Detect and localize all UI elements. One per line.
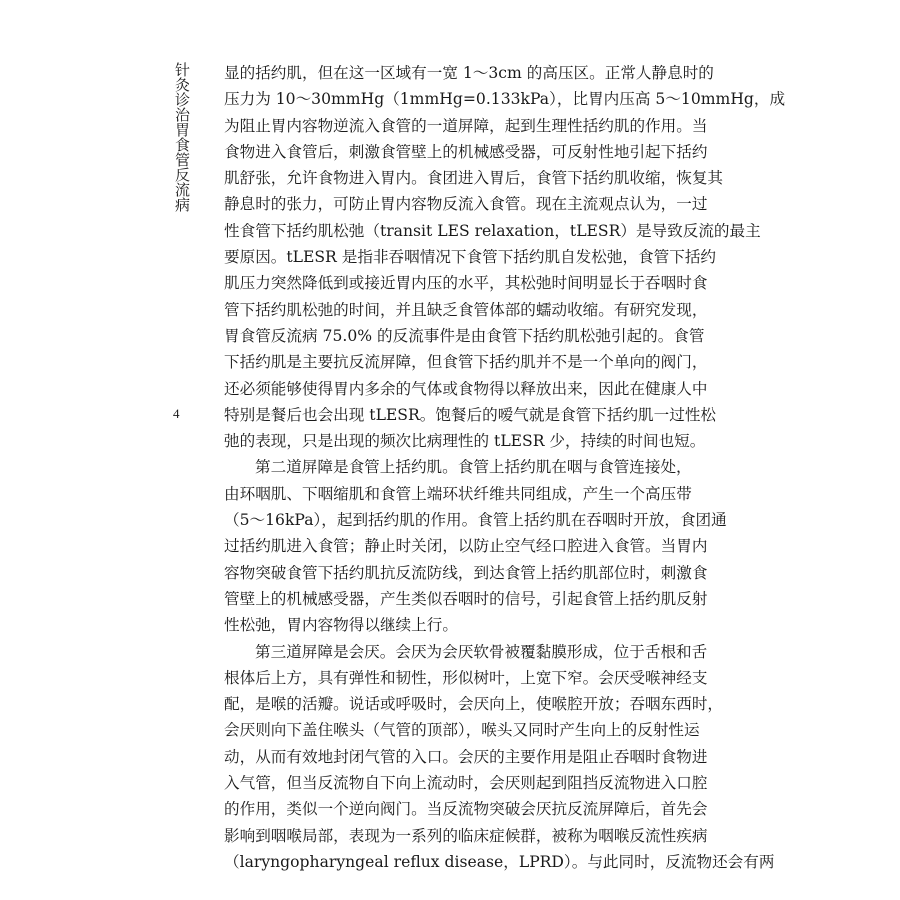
text-line: 压力为 10～30mmHg（1mmHg=0.133kPa），比胃内压高 5～10mmHg，成 xyxy=(224,90,786,109)
text-line: 还必须能够使得胃内多余的气体或食物得以释放出来，因此在健康人中 xyxy=(224,379,708,398)
text-line: 食物进入食管后，刺激食管壁上的机械感受器，可反射性地引起下括约 xyxy=(224,142,708,161)
page-number: 4 xyxy=(173,406,180,421)
text-line: 配，是喉的活瓣。说话或呼吸时，会厌向上，使喉腔开放；吞咽东西时， xyxy=(224,695,724,714)
body-text xyxy=(224,60,786,875)
text-line: 的作用，类似一个逆向阀门。当反流物突破会厌抗反流屏障后，首先会 xyxy=(224,800,708,819)
text-line: 性松弛，胃内容物得以继续上行。 xyxy=(224,616,458,635)
text-line: 性食管下括约肌松弛（transit LES relaxation，tLESR）是导致反流的最主 xyxy=(224,221,761,240)
text-line: 弛的表现，只是出现的频次比病理性的 tLESR 少，持续的时间也短。 xyxy=(224,432,706,451)
text-line: （laryngopharyngeal reflux disease，LPRD）。与此同时，反流物还会有两 xyxy=(224,852,775,871)
text-line: 肌舒张，允许食物进入胃内。食团进入胃后，食管下括约肌收缩，恢复其 xyxy=(224,169,724,188)
text-line: 胃食管反流病 75.0% 的反流事件是由食管下括约肌松弛引起的。食管 xyxy=(224,326,705,345)
text-line: （5～16kPa），起到括约肌的作用。食管上括约肌在吞咽时开放，食团通 xyxy=(224,511,727,530)
text-line: 过括约肌进入食管；静止时关闭，以防止空气经口腔进入食管。当胃内 xyxy=(224,537,708,556)
text-line: 影响到咽喉局部，表现为一系列的临床症候群，被称为咽喉反流性疾病 xyxy=(224,826,708,845)
running-head: 针灸诊治胃食管反流病 xyxy=(173,62,191,212)
text-line: 管壁上的机械感受器，产生类似吞咽时的信号，引起食管上括约肌反射 xyxy=(224,589,708,608)
text-line: 管下括约肌松弛的时间，并且缺乏食管体部的蠕动收缩。有研究发现， xyxy=(224,300,708,319)
text-line: 显的括约肌，但在这一区域有一宽 1～3cm 的高压区。正常人静息时的 xyxy=(224,64,714,82)
text-line: 根体后上方，具有弹性和韧性，形似树叶，上宽下窄。会厌受喉神经支 xyxy=(224,668,708,687)
text-line: 为阻止胃内容物逆流入食管的一道屏障，起到生理性括约肌的作用。当 xyxy=(224,116,708,135)
text-line: 容物突破食管下括约肌抗反流防线，到达食管上括约肌部位时，刺激食 xyxy=(224,563,708,582)
text-line: 下括约肌是主要抗反流屏障，但食管下括约肌并不是一个单向的阀门， xyxy=(224,353,708,372)
paragraph-start-line: 第三道屏障是会厌。会厌为会厌软骨被覆黏膜形成，位于舌根和舌 xyxy=(255,642,708,661)
text-line: 入气管，但当反流物自下向上流动时，会厌则起到阻挡反流物进入口腔 xyxy=(224,774,708,793)
text-line: 静息时的张力，可防止胃内容物反流入食管。现在主流观点认为，一过 xyxy=(224,195,708,214)
text-line: 肌压力突然降低到或接近胃内压的水平，其松弛时间明显长于吞咽时食 xyxy=(224,274,708,293)
text-line: 动，从而有效地封闭气管的入口。会厌的主要作用是阻止吞咽时食物进 xyxy=(224,747,708,766)
text-line: 特别是餐后也会出现 tLESR。饱餐后的嗳气就是食管下括约肌一过性松 xyxy=(224,405,717,424)
paragraph-start-line: 第二道屏障是食管上括约肌。食管上括约肌在咽与食管连接处， xyxy=(255,458,692,477)
text-line: 由环咽肌、下咽缩肌和食管上端环状纤维共同组成，产生一个高压带 xyxy=(224,484,692,503)
text-line: 会厌则向下盖住喉头（气管的顶部），喉头又同时产生向上的反射性运 xyxy=(224,721,700,740)
text-line: 要原因。tLESR 是指非吞咽情况下食管下括约肌自发松弛，食管下括约 xyxy=(224,248,717,267)
